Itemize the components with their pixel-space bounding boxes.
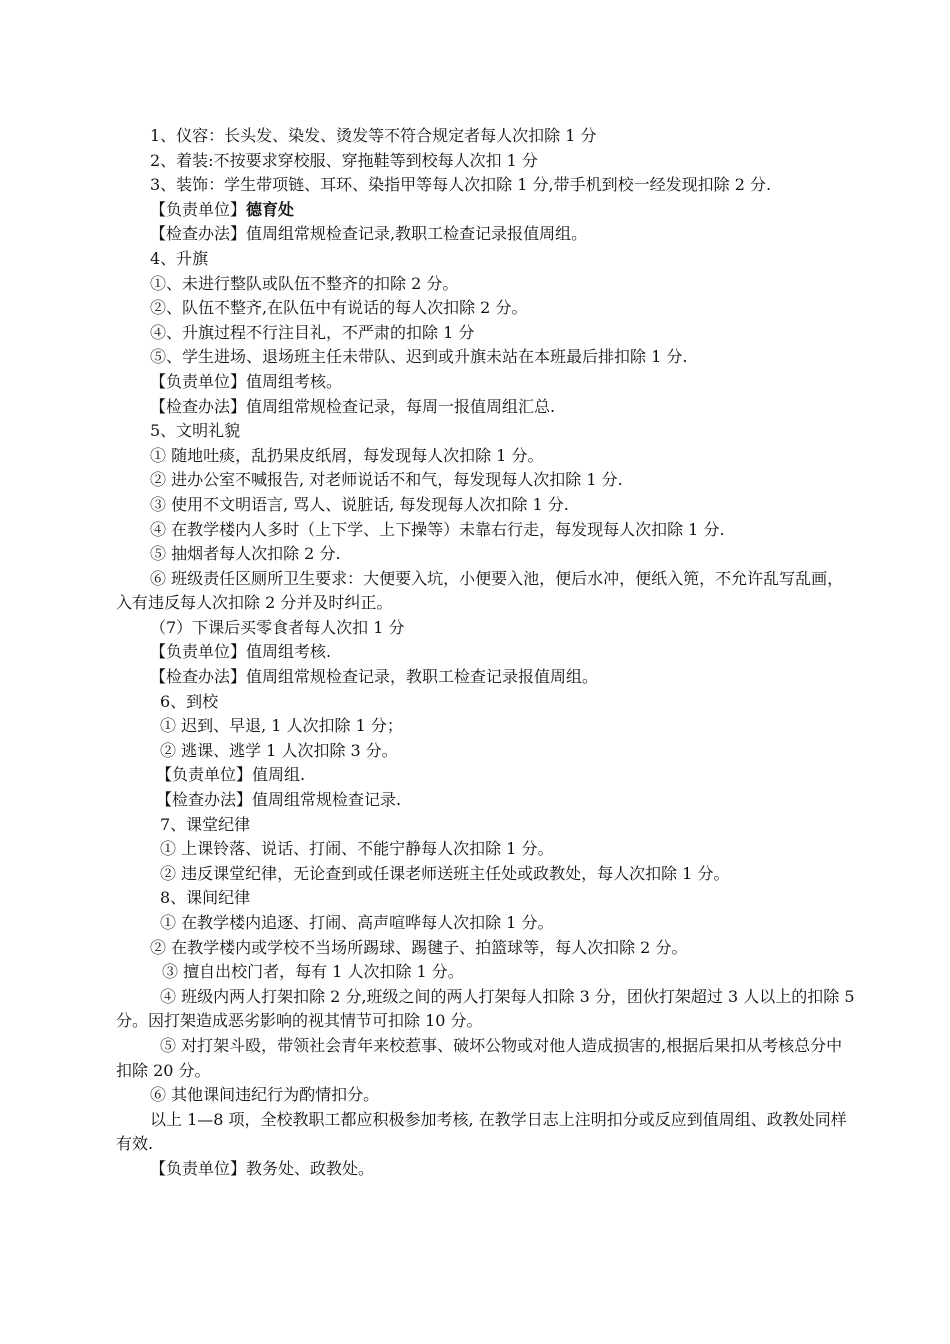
responsible-unit-label: 【负责单位】 (150, 199, 247, 219)
responsible-unit: 【负责单位】教务处、政教处。 (150, 1158, 375, 1178)
list-item: ② 进办公室不喊报告, 对老师说话不和气，每发现每人次扣除 1 分. (150, 470, 623, 490)
section-break-discipline: 8、课间纪律 (160, 888, 251, 908)
list-item: ① 随地吐痰，乱扔果皮纸屑，每发现每人次扣除 1 分。 (150, 445, 544, 465)
list-item: ② 逃课、逃学 1 人次扣除 3 分。 (160, 740, 398, 760)
responsible-unit-line (116, 198, 856, 223)
list-item: ① 在教学楼内追逐、打闹、高声喧哗每人次扣除 1 分。 (160, 913, 554, 932)
list-item: ⑤、学生进场、退场班主任未带队、迟到或升旗未站在本班最后排扣除 1 分. (150, 347, 688, 367)
list-item: ⑥ 其他课间违纪行为酌情扣分。 (150, 1085, 380, 1105)
summary-note: 以上 1—8 项，全校教职工都应积极参加考核, 在教学日志上注明扣分或反应到值周组、政教处同样有效. (116, 1109, 847, 1154)
list-item: ① 迟到、早退, 1 人次扣除 1 分； (160, 716, 403, 736)
list-item: ②、队伍不整齐,在队伍中有说话的每人次扣除 2 分。 (150, 298, 528, 318)
inspection-method: 【检查办法】值周组常规检查记录，每周一报值周组汇总. (150, 396, 556, 416)
section-flag-raising: 4、升旗 (150, 248, 209, 268)
list-item: ④、升旗过程不行注目礼，不严肃的扣除 1 分 (150, 322, 475, 342)
responsible-unit: 【负责单位】值周组. (156, 765, 306, 785)
inspection-method: 【检查办法】值周组常规检查记录，教职工检查记录报值周组。 (150, 667, 599, 687)
document-body (116, 124, 856, 1182)
section-class-discipline: 7、课堂纪律 (160, 814, 251, 834)
section-arrival: 6、到校 (160, 691, 219, 711)
list-item: ② 在教学楼内或学校不当场所踢球、踢毽子、拍篮球等，每人次扣除 2 分。 (150, 937, 688, 957)
list-item: ③ 擅自出校门者，每有 1 人次扣除 1 分。 (162, 962, 464, 982)
section-courtesy: 5、文明礼貌 (150, 421, 241, 441)
list-item: ④ 在教学楼内人多时（上下学、上下操等）未靠右行走，每发现每人次扣除 1 分. (150, 519, 725, 539)
list-item: ④ 班级内两人打架扣除 2 分,班级之间的两人打架每人扣除 3 分，团伙打架超过 3 人以上的扣除 5 分。因打架造成恶劣影响的视其情节可扣除 10 分。 (116, 986, 855, 1031)
item-accessories: 3、装饰：学生带项链、耳环、染指甲等每人次扣除 1 分,带手机到校一经发现扣除 2 分. (150, 175, 772, 195)
responsible-unit: 【负责单位】值周组考核。 (150, 371, 343, 391)
list-item: ③ 使用不文明语言, 骂人、说脏话, 每发现每人次扣除 1 分. (150, 494, 569, 514)
list-item: ①、未进行整队或队伍不整齐的扣除 2 分。 (150, 273, 459, 293)
list-item: ⑤ 对打架斗殴，带领社会青年来校惹事、破坏公物或对他人造成损害的,根据后果扣从考核总分中扣除 20 分。 (116, 1035, 843, 1080)
item-dress: 2、着装:不按要求穿校服、穿拖鞋等到校每人次扣 1 分 (150, 150, 538, 170)
responsible-unit-value: 德育处 (246, 199, 295, 219)
responsible-unit: 【负责单位】值周组考核. (150, 642, 332, 662)
list-item: ⑥ 班级责任区厕所卫生要求：大便要入坑，小便要入池，便后水冲，便纸入篼，不允许乱写乱画，入有违反每人次扣除 2 分并及时纠正。 (116, 568, 844, 613)
inspection-method: 【检查办法】值周组常规检查记录. (156, 790, 402, 810)
list-item: ① 上课铃落、说话、打闹、不能宁静每人次扣除 1 分。 (160, 839, 554, 859)
inspection-method: 【检查办法】值周组常规检查记录,教职工检查记录报值周组。 (150, 224, 588, 244)
list-item: ② 违反课堂纪律，无论查到或任课老师送班主任处或政教处，每人次扣除 1 分。 (160, 863, 730, 883)
item-appearance: 1、仪容：长头发、染发、烫发等不符合规定者每人次扣除 1 分 (150, 126, 597, 145)
list-item: （7）下课后买零食者每人次扣 1 分 (150, 617, 405, 637)
list-item: ⑤ 抽烟者每人次扣除 2 分. (150, 544, 341, 564)
